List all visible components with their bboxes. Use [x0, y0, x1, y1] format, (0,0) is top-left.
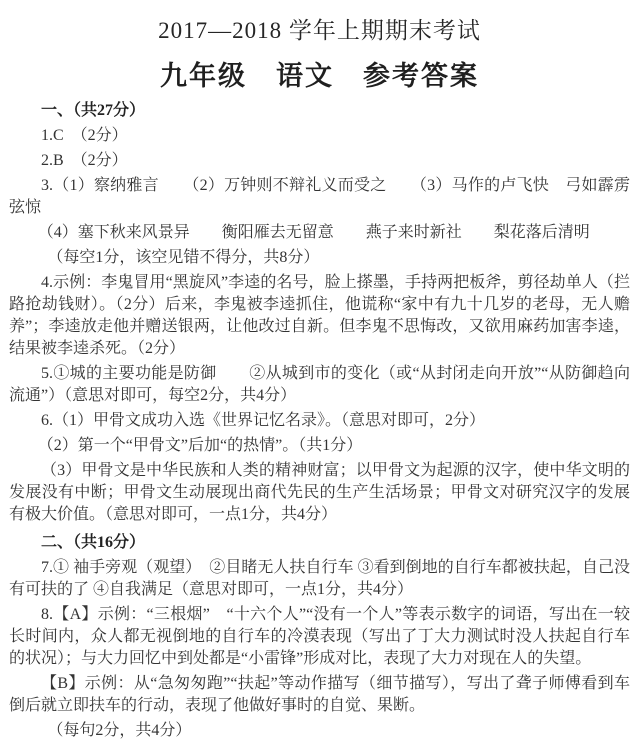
section-2-heading: 二、（共16分） — [41, 534, 146, 551]
answer-q6-part-1: 6.（1）甲骨文成功入选《世界记忆名录》。（意思对即可，2分） — [41, 412, 486, 429]
answer-q1: 1.C （2分） — [41, 127, 128, 144]
answer-q3-part-4: （4）塞下秋来风景异 衡阳雁去无留意 燕子来时新社 梨花落后清明 — [37, 224, 590, 241]
answer-q6-part-2: （2）第一个“甲骨文”后加“的热情”。（共1分） — [37, 437, 363, 454]
grading-note-q3: （每空1分，该空见错不得分，共8分） — [47, 249, 320, 266]
page-subtitle: 九年级 语文 参考答案 — [160, 61, 479, 91]
answer-q7: 7.① 袖手旁观（观望） ②目睹无人扶自行车 ③看到倒地的自行车都被扶起，自己没有可扶的了 ④自我满足（意思对即可，一点1分，共4分） — [9, 559, 630, 598]
answer-q6-part-3: （3）甲骨文是中华民族和人类的精神财富；以甲骨文为起源的汉字，使中华文明的发展没有中断；甲骨文生动展现出商代先民的生产生活场景；甲骨文对研究汉字的发展有极大价值。（意思对即可，一点1分，共4分） — [9, 462, 630, 523]
page-title: 2017—2018 学年上期期末考试 — [158, 18, 481, 43]
answer-q2: 2.B （2分） — [41, 152, 128, 169]
answer-q8-part-b: 【B】示例：从“急匆匆跑”“扶起”等动作描写（细节描写），写出了聋子师傅看到车倒后就立即扶车的行动，表现了他做好事时的自觉、果断。 — [9, 675, 630, 714]
grading-note-q8: （每句2分，共4分） — [47, 722, 192, 739]
answer-q3-parts-1-3: 3.（1）察纳雅言 （2）万钟则不辩礼义而受之 （3）马作的卢飞快 弓如霹雳弦惊 — [9, 177, 630, 216]
answer-q8-part-a: 8.【A】示例：“三根烟” “十六个人”“没有一个人”等表示数字的词语，写出在一较长时间内，众人都无视倒地的自行车的冷漠表现（写出了丁大力测试时没人扶起自行车的状况）；与大力回忆中到处都是“小雷锋”形成对比，表现了大力对现在人的失望。 — [9, 606, 630, 667]
answers-content — [9, 100, 630, 742]
section-1-heading: 一、（共27分） — [41, 102, 146, 119]
answer-q4: 4.示例：李鬼冒用“黑旋风”李逵的名号，脸上搽墨，手持两把板斧，剪径劫单人（拦路抢劫钱财）。（2分）后来，李鬼被李逵抓住，他谎称“家中有九十几岁的老母，无人赡养”；李逵放走他并赠送银两，让他改过自新。但李鬼不思悔改，又欲用麻药加害李逵，结果被李逵杀死。（2分） — [9, 274, 630, 357]
answer-q5: 5.①城的主要功能是防御 ②从城到市的变化（或“从封闭走向开放”“从防御趋向流通”）（意思对即可，每空2分，共4分） — [9, 365, 630, 404]
